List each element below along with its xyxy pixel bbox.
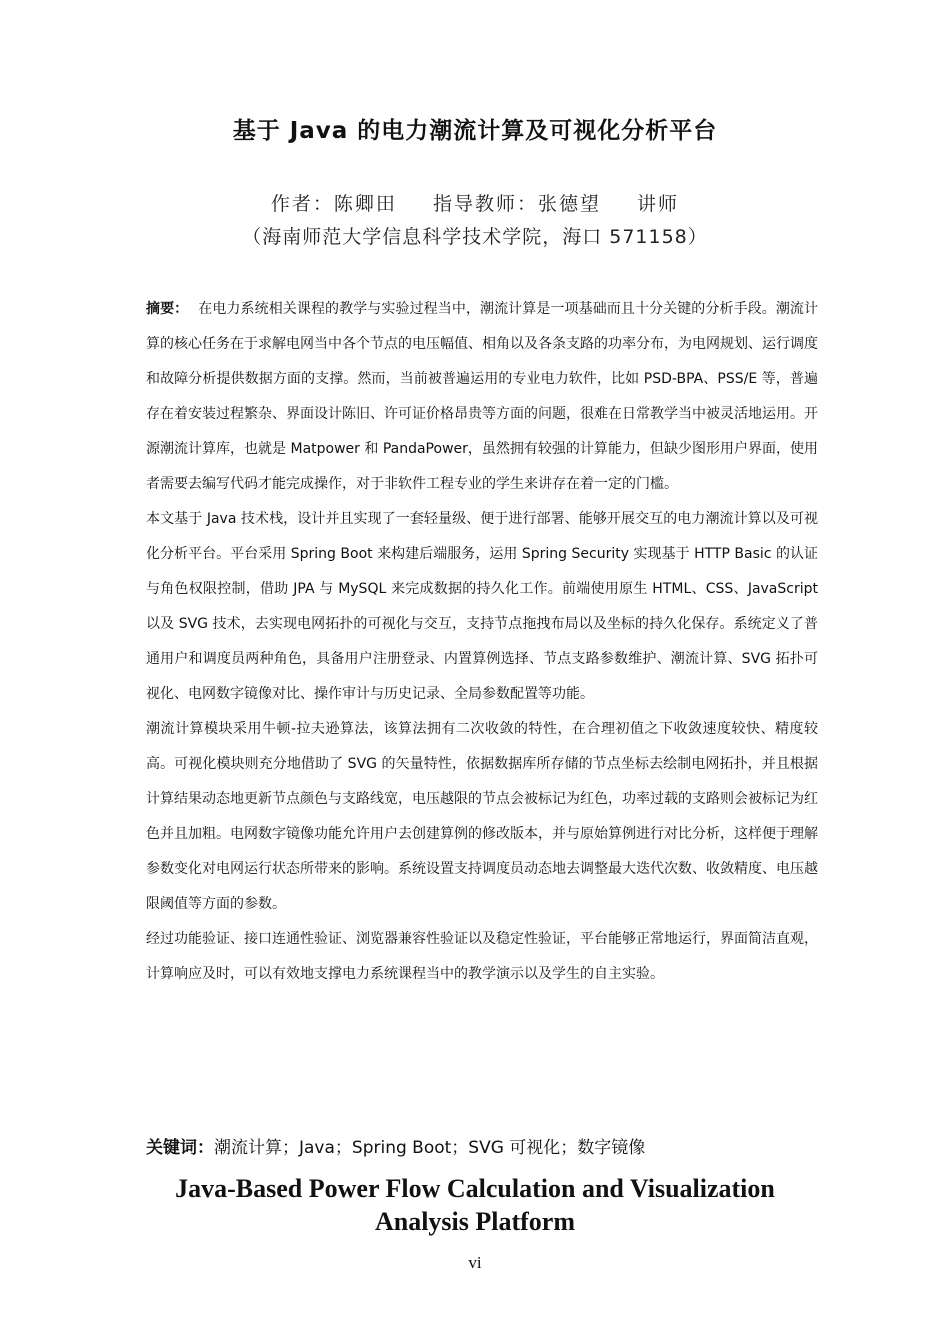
abstract-paragraph: 潮流计算模块采用牛顿-拉夫逊算法，该算法拥有二次收敛的特性，在合理初值之下收敛速度较快、精度较高。可视化模块则充分地借助了 SVG 的矢量特性，依据数据库所存储的节点坐标去绘制电网拓扑，并且根据计算结果动态地更新节点颜色与支路线宽，电压越限的节点会被标记为红色，功率过载的支路则会被标记为红色并且加粗。电网数字镜像功能允许用户去创建算例的修改版本，并与原始算例进行对比分析，这样便于理解参数变化对电网运行状态所带来的影响。系统设置支持调度员动态地去调整最大迭代次数、收敛精度、电压越限阈值等方面的参数。	[146, 721, 818, 912]
page-number: vi	[468, 1253, 482, 1272]
keywords-text: 潮流计算；Java；Spring Boot；SVG 可视化；数字镜像	[214, 1138, 646, 1158]
keywords-label: 关键词：	[146, 1138, 214, 1158]
author-name: 作者：陈卿田	[270, 193, 397, 215]
abstract-paragraph: 经过功能验证、接口连通性验证、浏览器兼容性验证以及稳定性验证，平台能够正常地运行，界面简洁直观，计算响应及时，可以有效地支撑电力系统课程当中的教学演示以及学生的自主实验。	[146, 931, 818, 982]
abstract-paragraph-text: 在电力系统相关课程的教学与实验过程当中，潮流计算是一项基础而且十分关键的分析手段。潮流计算的核心任务在于求解电网当中各个节点的电压幅值、相角以及各条支路的功率分布，为电网规划、运行调度和故障分析提供数据方面的支撑。然而，当前被普遍运用的专业电力软件，比如 PSD-BPA、PSS/E 等，普遍存在着安装过程繁杂、界面设计陈旧、许可证价格昂贵等方面的问题，很难在日常教学当中被灵活地运用。开源潮流计算库，也就是 Matpower 和 PandaPower，虽然拥有较强的计算能力，但缺少图形用户界面，使用者需要去编写代码才能完成操作，对于非软件工程专业的学生来讲存在着一定的门槛。	[146, 301, 819, 492]
author-line	[0, 189, 950, 216]
affiliation: （海南师范大学信息科学技术学院，海口 571158）	[242, 226, 708, 248]
advisor-name: 指导教师：张德望	[432, 193, 601, 215]
keywords-line	[146, 1133, 818, 1158]
abstract-label: 摘要：	[146, 301, 189, 317]
english-title: Java-Based Power Flow Calculation and Visualization Analysis Platform	[175, 1174, 775, 1236]
abstract-section	[146, 292, 818, 992]
abstract-paragraph	[146, 292, 818, 502]
chinese-title: 基于 Java 的电力潮流计算及可视化分析平台	[232, 118, 718, 144]
advisor-title: 讲师	[637, 193, 680, 215]
abstract-paragraph: 本文基于 Java 技术栈，设计并且实现了一套轻量级、便于进行部署、能够开展交互的电力潮流计算以及可视化分析平台。平台采用 Spring Boot 来构建后端服务，运用 Spring Security 实现基于 HTTP Basic 的认证与角色权限控制，借助 JPA 与 MySQL 来完成数据的持久化工作。前端使用原生 HTML、CSS、JavaScript 以及 SVG 技术，去实现电网拓扑的可视化与交互，支持节点拖拽布局以及坐标的持久化保存。系统定义了普通用户和调度员两种角色，具备用户注册登录、内置算例选择、节点支路参数维护、潮流计算、SVG 拓扑可视化、电网数字镜像对比、操作审计与历史记录、全局参数配置等功能。	[146, 511, 818, 702]
